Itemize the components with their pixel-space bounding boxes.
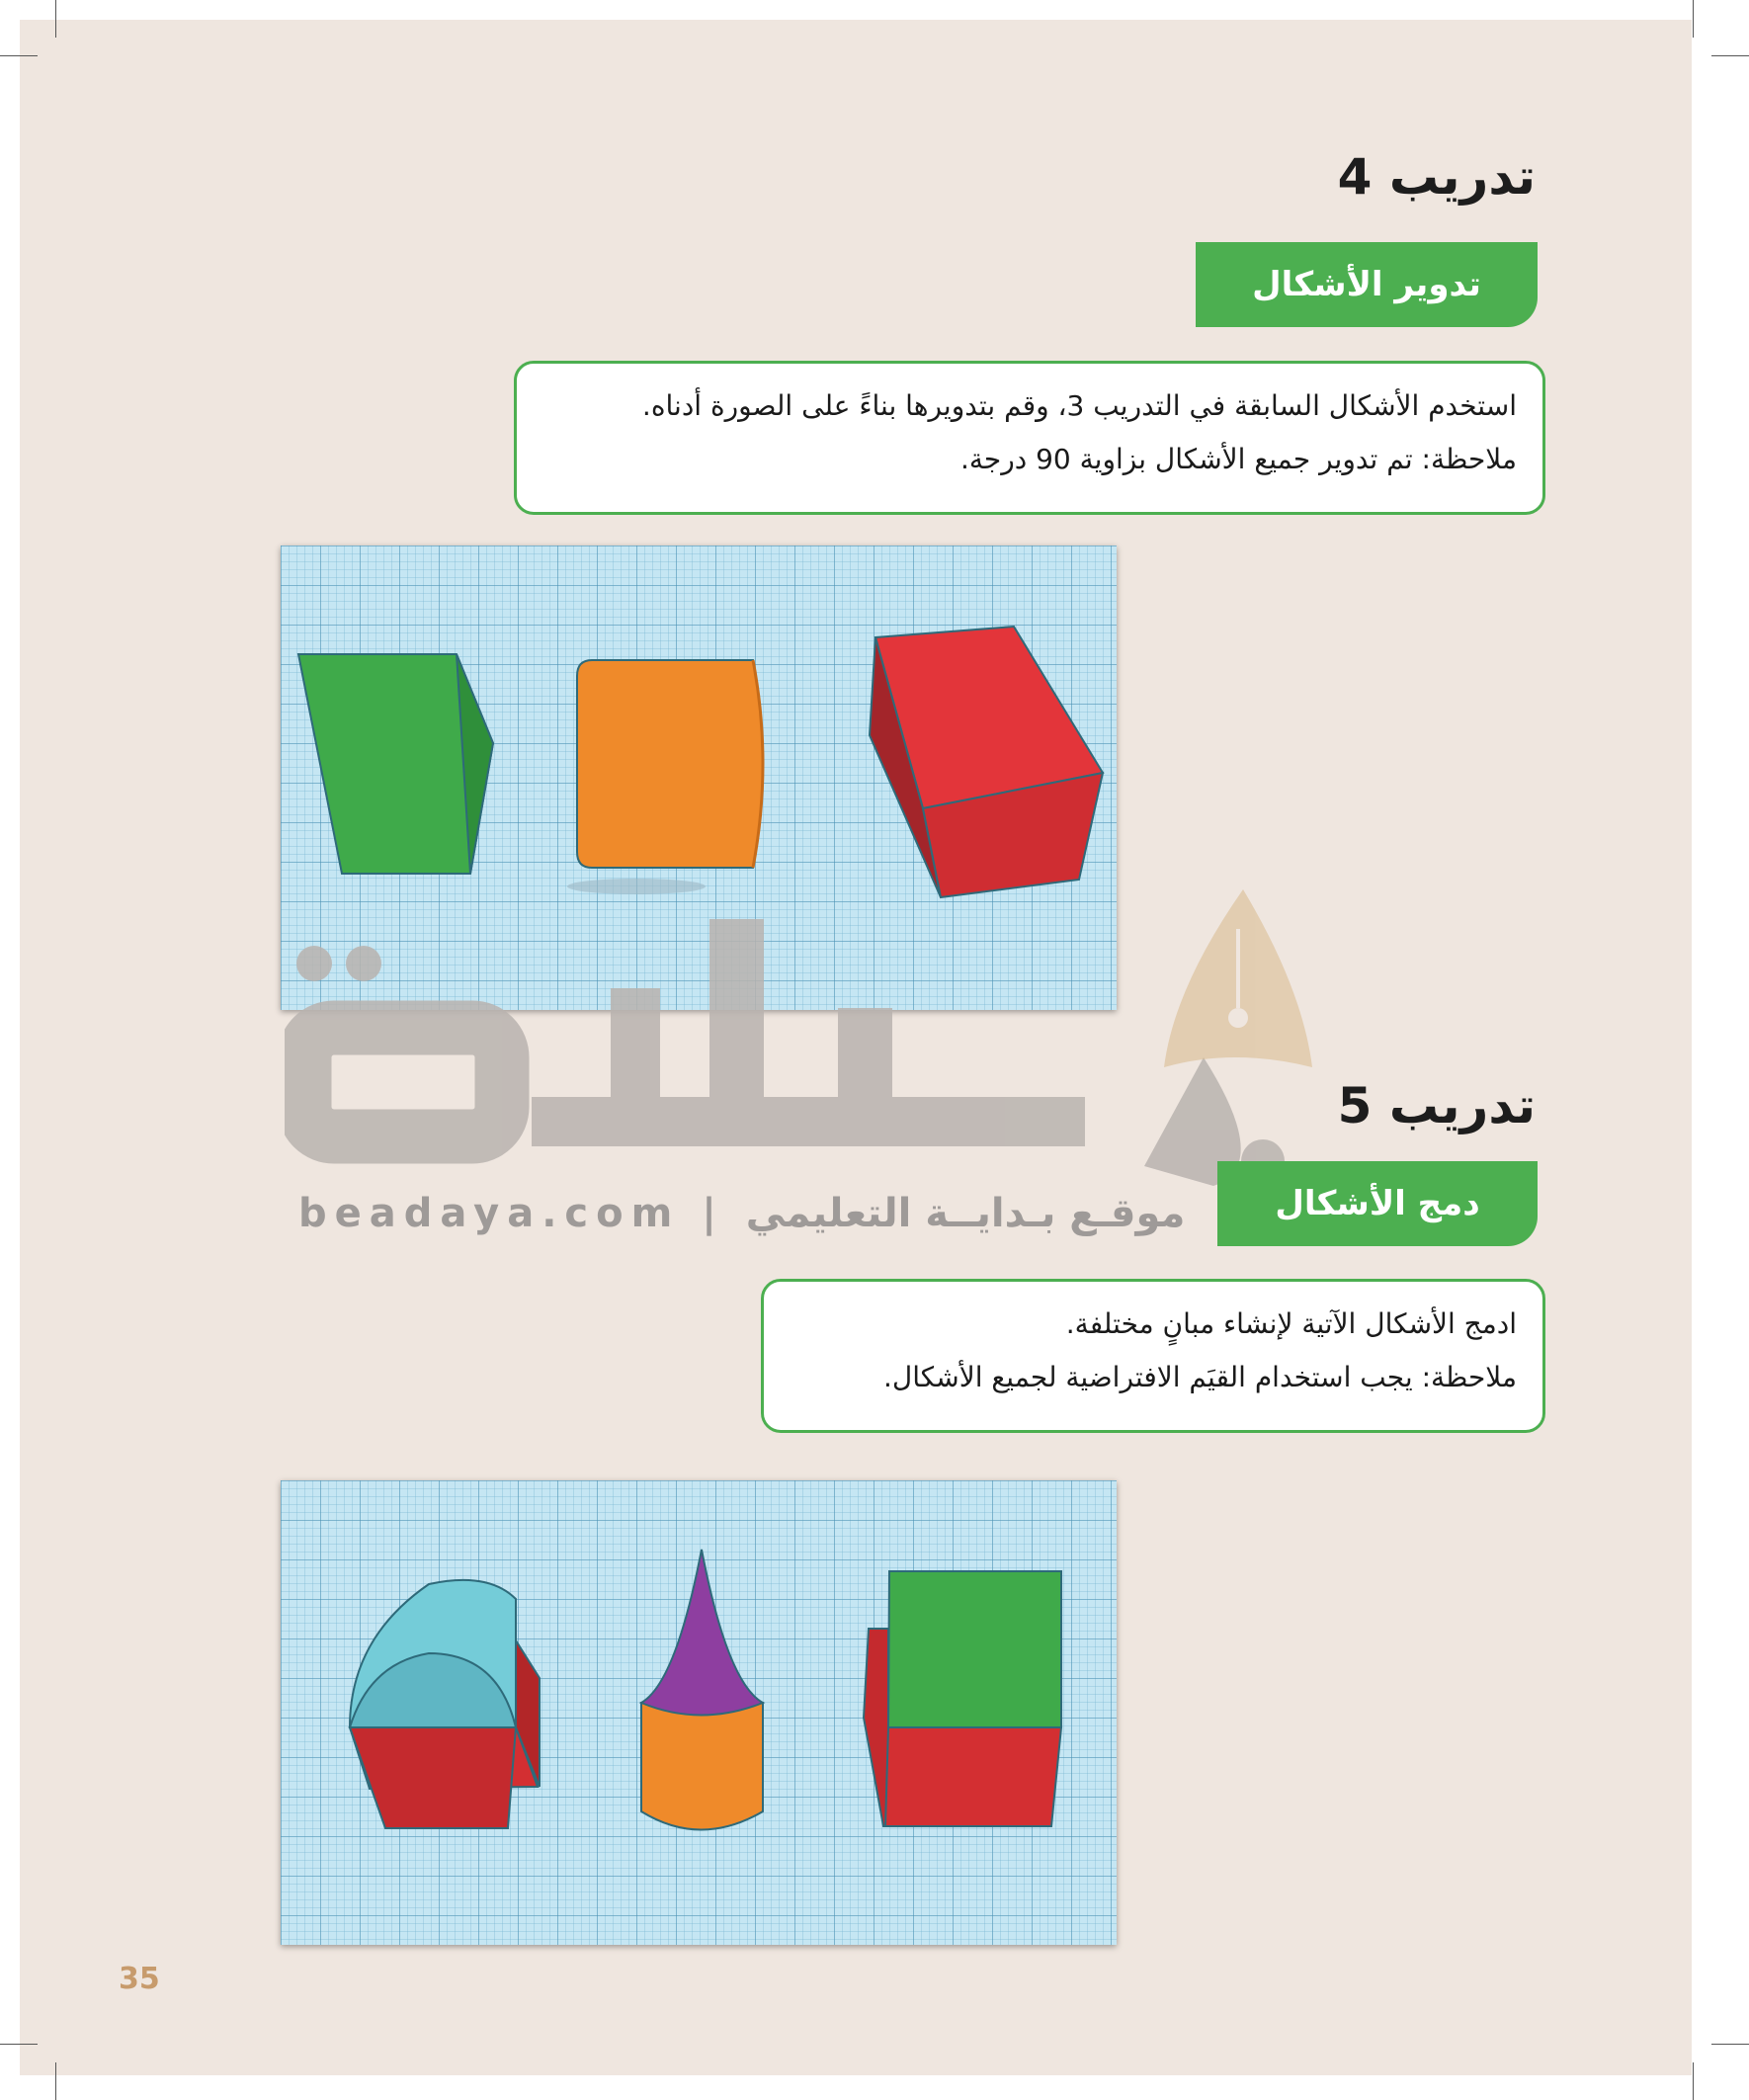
green-cube-on-red-cube [864, 1571, 1061, 1826]
red-box-shape [870, 627, 1103, 897]
exercise-5-screenshot [281, 1480, 1117, 1945]
exercise-4-line-1: استخدم الأشكال السابقة في التدريب 3، وقم بتدويرها بناءً على الصورة أدناه. [641, 389, 1517, 422]
exercise-4-tab-label: تدوير الأشكال [1252, 265, 1481, 304]
exercise-5-line-2: ملاحظة: يجب استخدام القيَم الافتراضية لجميع الأشكال. [883, 1361, 1517, 1393]
crop-mark [0, 55, 38, 56]
exercise-5-tab [1217, 1161, 1538, 1246]
crop-mark [1711, 2044, 1749, 2045]
exercise-4-heading: تدريب 4 [1337, 148, 1536, 206]
exercise-5-line-1: ادمج الأشكال الآتية لإنشاء مبانٍ مختلفة. [1065, 1307, 1517, 1340]
cyan-cylinder-on-red-cube [350, 1580, 540, 1828]
crop-mark [55, 0, 56, 38]
page-number: 35 [119, 1962, 160, 1996]
crop-mark [1711, 55, 1749, 56]
exercise-5-heading: تدريب 5 [1337, 1077, 1536, 1134]
watermark-site-line: beadaya.com | موقـع بـدايــة التعليمي [298, 1191, 1186, 1236]
orange-cylinder-shape [567, 660, 763, 894]
crop-mark [55, 2062, 56, 2100]
exercise-4-line-2: ملاحظة: تم تدوير جميع الأشكال بزاوية 90 درجة. [959, 443, 1517, 475]
exercise-4-tab [1196, 242, 1538, 327]
beadaya-watermark-logo [285, 870, 1372, 1225]
exercise-5-instructions [761, 1279, 1545, 1433]
crop-mark [0, 2044, 38, 2045]
crop-mark [1693, 0, 1694, 38]
exercise-4-instructions [514, 361, 1545, 515]
crop-mark [1693, 2062, 1694, 2100]
purple-cone-on-orange-cylinder [641, 1550, 763, 1830]
exercise-5-tab-label: دمج الأشكال [1275, 1184, 1480, 1223]
green-wedge-shape [298, 654, 493, 874]
pen-nib-icon [1164, 889, 1312, 1067]
textbook-page [20, 20, 1692, 2075]
combined-shapes-figure [281, 1480, 1117, 1945]
